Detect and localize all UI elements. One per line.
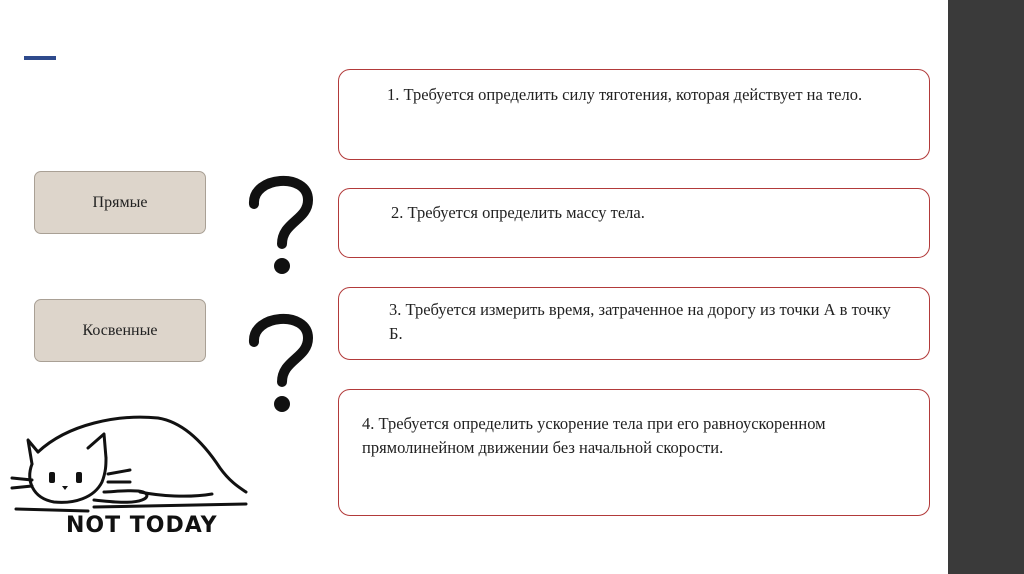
task-card-3 [338,287,930,360]
question-mark-icon [242,168,322,278]
meme-caption: NOT TODAY [66,513,218,538]
task-text-4: 4. Требуется определить ускорение тела при его равноускоренном прямолинейном движении без начальной скорости. [362,414,826,457]
task-text-2: 2. Требуется определить массу тела. [391,203,645,222]
category-indirect-box [34,299,206,362]
task-text-3: 3. Требуется измерить время, затраченное на дорогу из точки А в точку Б. [389,300,891,343]
task-card-2 [338,188,930,258]
question-mark-icon [242,306,322,416]
category-direct-box [34,171,206,234]
task-card-1 [338,69,930,160]
category-direct-label: Прямые [92,193,148,211]
lying-cat-icon [8,412,248,516]
slide-side-strip [948,0,1024,574]
task-card-4 [338,389,930,516]
task-text-1: 1. Требуется определить силу тяготения, которая действует на тело. [387,85,863,104]
title-accent-bar [24,56,56,60]
category-indirect-label: Косвенные [82,321,158,339]
